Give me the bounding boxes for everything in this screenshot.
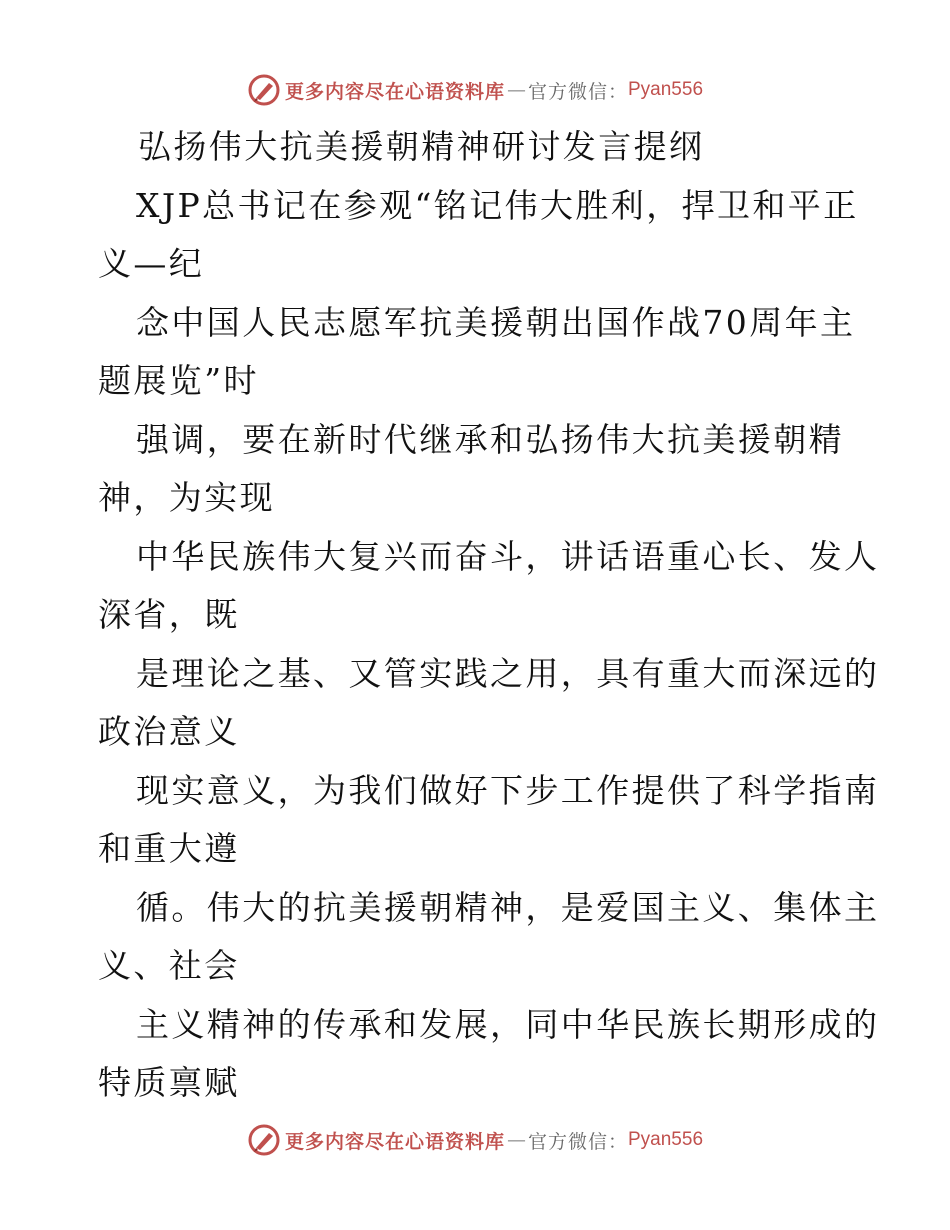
document-line: 念中国人民志愿军抗美援朝出国作战70周年主 — [136, 302, 856, 342]
header-watermark — [0, 70, 950, 110]
document-line: 义、社会 — [98, 946, 240, 985]
watermark-contact-label: 官方微信： — [527, 1130, 628, 1153]
document-line: 特质禀赋 — [98, 1063, 240, 1102]
watermark-dash: — — [506, 79, 526, 101]
footer-watermark — [0, 1120, 950, 1160]
document-line: 现实意义，为我们做好下步工作提供了科学指南 — [136, 770, 880, 810]
document-body — [98, 118, 880, 1113]
pen-logo-icon — [247, 73, 281, 107]
document-line: 强调，要在新时代继承和弘扬伟大抗美援朝精 — [136, 419, 844, 459]
watermark-contact-id: Pyan556 — [628, 1129, 704, 1150]
pen-logo-icon — [247, 1123, 281, 1157]
document-line: 和重大遵 — [98, 829, 240, 868]
document-title: 弘扬伟大抗美援朝精神研讨发言提纲 — [138, 127, 705, 166]
document-line: 是理论之基、又管实践之用，具有重大而深远的 — [136, 653, 880, 693]
watermark-main-text: 更多内容尽在心语资料库 — [284, 80, 505, 103]
watermark-dash: — — [506, 1129, 526, 1151]
watermark-main-text: 更多内容尽在心语资料库 — [284, 1130, 505, 1153]
document-line: XJP总书记在参观“铭记伟大胜利，捍卫和平正 — [136, 185, 859, 225]
document-line: 中华民族伟大复兴而奋斗，讲话语重心长、发人 — [136, 536, 880, 576]
document-line: 政治意义 — [98, 712, 240, 751]
document-line: 义—纪 — [98, 244, 205, 283]
document-line: 循。伟大的抗美援朝精神，是爱国主义、集体主 — [136, 887, 880, 927]
document-line: 题展览”时 — [98, 361, 259, 400]
document-line: 神，为实现 — [98, 478, 275, 517]
watermark-contact-id: Pyan556 — [628, 79, 704, 100]
document-line: 主义精神的传承和发展，同中华民族长期形成的 — [136, 1004, 880, 1044]
document-line: 深省，既 — [98, 595, 240, 634]
watermark-contact-label: 官方微信： — [527, 80, 628, 103]
